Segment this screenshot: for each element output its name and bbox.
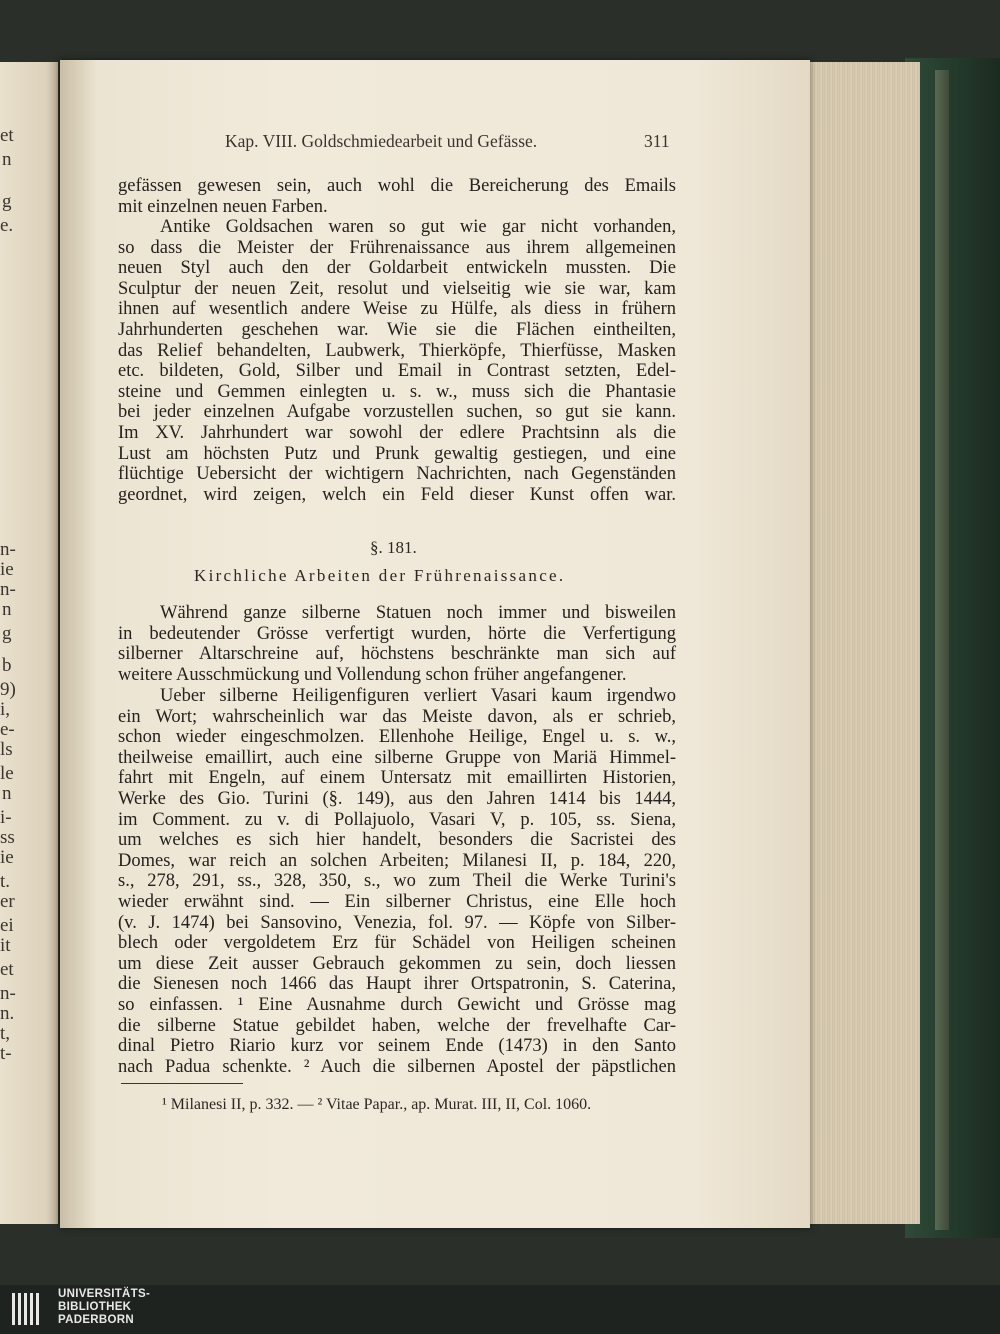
left-page-fragment: e. (0, 215, 14, 236)
text-line: das Relief behandelten, Laubwerk, Thierköpfe, Thierfüsse, Masken (118, 340, 676, 361)
text-line: blech oder vergoldetem Erz für Schädel von Heiligen scheinen (118, 933, 676, 954)
text-line: ihnen auf wesentlich andere Weise zu Hülfe, als diess in frühern (118, 299, 676, 320)
left-page-fragment: b (2, 655, 12, 676)
section-number: §. 181. (370, 538, 417, 557)
left-page-fragment: i, (0, 699, 11, 720)
section-title: Kirchliche Arbeiten der Frührenaissance. (194, 566, 566, 585)
left-page-fragment: n. (0, 1003, 15, 1024)
text-line: etc. bildeten, Gold, Silber und Email in Contrast setzten, Edel- (118, 361, 676, 382)
text-line: s., 278, 291, ss., 328, 350, s., wo zum Theil die Werke Turini's (118, 871, 676, 892)
text-line: Domes, war reich an solchen Arbeiten; Milanesi II, p. 184, 220, (118, 850, 676, 871)
text-line: theilweise emaillirt, auch eine silberne Gruppe von Mariä Himmel- (118, 747, 676, 768)
left-page-fragment: et (0, 125, 14, 146)
library-name-line3: PADERBORN (58, 1314, 134, 1326)
left-page-fragment: it (0, 935, 11, 956)
text-line: bei jeder einzelnen Aufgabe vorzustellen suchen, so gut sie kann. (118, 402, 676, 423)
library-name (58, 1288, 150, 1327)
left-page-fragment: ls (0, 739, 13, 760)
text-line: dinal Pietro Riario kurz vor seinem Ende (1473) in den Santo (118, 1036, 676, 1057)
text-line: (v. J. 1474) bei Sansovino, Venezia, fol. 97. — Köpfe von Silber- (118, 912, 676, 933)
text-line: um welches es sich hier handelt, besonders die Sacristei des (118, 830, 676, 851)
left-page-fragment: et (0, 959, 14, 980)
left-page-fragment: n- (0, 539, 16, 560)
page-edges (808, 62, 920, 1224)
text-line: silberner Altarschreine auf, höchstens beschränkte man sich auf (118, 644, 676, 665)
text-line: im Comment. zu v. di Pollajuolo, Vasari V, p. 105, ss. Siena, (118, 809, 676, 830)
text-line: neuen Styl auch den der Goldarbeit entwickeln mussten. Die (118, 258, 676, 279)
left-page-fragment: ss (0, 827, 15, 848)
left-page-fragment: ie (0, 847, 14, 868)
text-line: so einfassen. ¹ Eine Ausnahme durch Gewicht und Grösse mag (118, 995, 676, 1015)
text-line: nach Padua schenkte. ² Auch die silbernen Apostel der päpstlichen (118, 1056, 676, 1077)
left-page (0, 62, 58, 1224)
text-line: Lust am höchsten Putz und Prunk gewaltig gestiegen, und eine (118, 443, 676, 464)
left-page-fragment: i- (0, 807, 12, 828)
left-page-fragment: n (2, 783, 12, 804)
text-line: die Sienesen noch 1466 das Haupt ihrer Ortspatronin, S. Caterina, (118, 974, 676, 995)
left-page-fragment: n (2, 599, 12, 620)
text-line: Antike Goldsachen waren so gut wie gar nicht vorhanden, (160, 217, 676, 237)
left-page-fragment: n- (0, 983, 16, 1004)
text-line: gefässen gewesen sein, auch wohl die Bereicherung des Emails (118, 176, 676, 196)
cover-board-edge (935, 70, 949, 1230)
left-page-fragment: n (2, 149, 12, 170)
page-number: 311 (644, 131, 670, 151)
left-page-fragment: e- (0, 719, 15, 740)
left-page-fragment: t, (0, 1023, 11, 1044)
left-page-fragment: g (2, 623, 12, 644)
footnote: ¹ Milanesi II, p. 332. — ² Vitae Papar., ap. Murat. III, II, Col. 1060. (162, 1096, 592, 1113)
text-line: flüchtige Uebersicht der wichtigern Nachrichten, nach Gegenständen (118, 464, 676, 485)
text-line: die silberne Statue gebildet haben, welche der frevelhafte Car- (118, 1015, 676, 1036)
text-line: Jahrhunderten geschehen war. Wie sie die Flächen eintheilten, (118, 320, 676, 340)
text-line: geordnet, wird zeigen, welch ein Feld dieser Kunst offen war. (118, 484, 676, 505)
text-line: um diese Zeit ausser Gebrauch gekommen zu sein, doch liessen (118, 953, 676, 974)
left-page-fragment: ei (0, 915, 14, 936)
text-line: Ueber silberne Heiligenfiguren verliert Vasari kaum irgendwo (160, 686, 676, 706)
left-page-fragment: t. (0, 871, 11, 892)
running-head-title: Kap. VIII. Goldschmiedearbeit und Gefässe. (225, 131, 538, 151)
text-line: Im XV. Jahrhundert war sowohl der edlere Prachtsinn als die (118, 423, 676, 443)
text-line: wieder erwähnt sind. — Ein silberner Christus, eine Elle hoch (118, 892, 676, 912)
text-line: Sculptur der neuen Zeit, resolut und vielseitig wie sie war, kam (118, 278, 676, 299)
text-line: weitere Ausschmückung und Vollendung schon früher angefangener. (118, 664, 627, 685)
text-line: so dass die Meister der Frührenaissance aus ihrem allgemeinen (118, 237, 676, 258)
text-line: ein Wort; wahrscheinlich war das Meiste davon, als er schrieb, (118, 706, 676, 727)
left-page-fragment: er (0, 891, 15, 912)
library-name-line2: BIBLIOTHEK (58, 1301, 132, 1313)
left-page-fragment: 9) (0, 679, 16, 700)
text-line: Werke des Gio. Turini (§. 149), aus den Jahren 1414 bis 1444, (118, 789, 676, 809)
left-page-fragment: t- (0, 1043, 12, 1064)
text-line: schon wieder eingeschmolzen. Ellenhohe Heilige, Engel u. s. w., (118, 727, 676, 748)
footnote-rule (121, 1083, 243, 1084)
text-line: in bedeutender Grösse verfertigt wurden, hörte die Verfertigung (118, 623, 676, 644)
left-page-fragment: g (2, 191, 12, 212)
left-page-fragment: n- (0, 579, 16, 600)
text-line: steine und Gemmen einlegten u. s. w., muss sich die Phantasie (118, 381, 676, 402)
text-line: Während ganze silberne Statuen noch immer und bisweilen (160, 603, 676, 623)
library-name-line1: UNIVERSITÄTS- (58, 1288, 151, 1300)
library-logo-icon (10, 1289, 50, 1329)
text-line: mit einzelnen neuen Farben. (118, 196, 328, 217)
text-line: fahrt mit Engeln, auf einem Untersatz mit emaillirten Historien, (118, 768, 676, 789)
left-page-fragment: ie (0, 559, 14, 580)
left-page-fragment: le (0, 763, 14, 784)
